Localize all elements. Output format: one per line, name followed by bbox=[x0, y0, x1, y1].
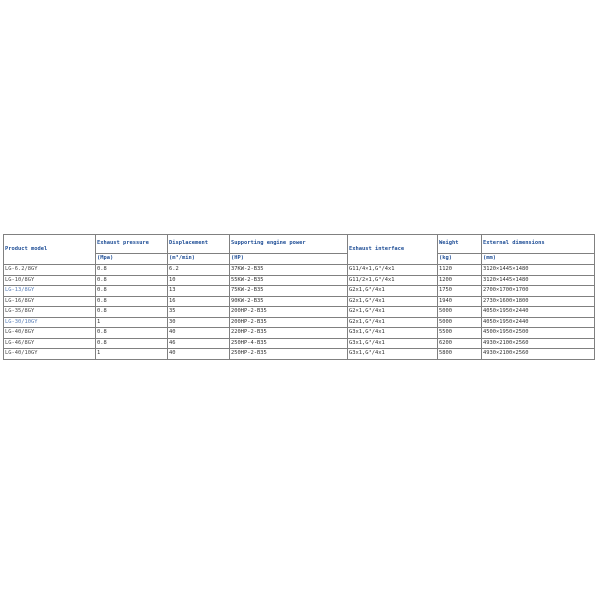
table-row bbox=[4, 275, 595, 286]
cell-dimensions: 4930×2100×2560 bbox=[482, 338, 595, 349]
cell-weight: 1200 bbox=[438, 275, 482, 286]
cell-pressure: 0.8 bbox=[96, 296, 168, 307]
cell-interface: G3x1,G³/4x1 bbox=[348, 328, 438, 339]
cell-displacement: 6.2 bbox=[168, 265, 230, 276]
header-exhaust-pressure: Exhaust pressure bbox=[96, 235, 168, 254]
cell-engine-power: 90KW-2-B35 bbox=[230, 296, 348, 307]
cell-interface: G11/4×1,G³/4x1 bbox=[348, 265, 438, 276]
cell-dimensions: 4500×1950×2500 bbox=[482, 328, 595, 339]
cell-interface: G11/2×1,G³/4x1 bbox=[348, 275, 438, 286]
cell-engine-power: 250HP-2-B35 bbox=[230, 349, 348, 360]
unit-engine-power: (HP) bbox=[230, 254, 348, 265]
cell-displacement: 35 bbox=[168, 307, 230, 318]
cell-dimensions: 4050×1950×2440 bbox=[482, 307, 595, 318]
cell-pressure: 0.8 bbox=[96, 286, 168, 297]
unit-weight: (kg) bbox=[438, 254, 482, 265]
cell-engine-power: 220HP-2-B35 bbox=[230, 328, 348, 339]
cell-dimensions: 3120×1445×1480 bbox=[482, 265, 595, 276]
cell-model: LG-40/8GY bbox=[4, 328, 96, 339]
cell-dimensions: 3120×1445×1480 bbox=[482, 275, 595, 286]
cell-weight: 6200 bbox=[438, 338, 482, 349]
cell-weight: 5500 bbox=[438, 328, 482, 339]
header-weight: Weight bbox=[438, 235, 482, 254]
cell-model: LG-46/8GY bbox=[4, 338, 96, 349]
unit-pressure: (Mpa) bbox=[96, 254, 168, 265]
cell-weight: 1940 bbox=[438, 296, 482, 307]
cell-dimensions: 4930×2100×2560 bbox=[482, 349, 595, 360]
cell-model: LG-16/8GY bbox=[4, 296, 96, 307]
cell-pressure: 1 bbox=[96, 317, 168, 328]
cell-interface: G2x1,G³/4x1 bbox=[348, 286, 438, 297]
cell-interface: G3x1,G³/4x1 bbox=[348, 338, 438, 349]
cell-interface: G2x1,G³/4x1 bbox=[348, 296, 438, 307]
unit-displacement: (m³/min) bbox=[168, 254, 230, 265]
cell-model: LG-10/8GY bbox=[4, 275, 96, 286]
cell-displacement: 40 bbox=[168, 328, 230, 339]
cell-dimensions: 4050×1950×2440 bbox=[482, 317, 595, 328]
cell-dimensions: 2700×1700×1700 bbox=[482, 286, 595, 297]
cell-engine-power: 55KW-2-B35 bbox=[230, 275, 348, 286]
header-product-model: Product model bbox=[4, 235, 96, 265]
header-displacement: Displacement bbox=[168, 235, 230, 254]
table-row bbox=[4, 349, 595, 360]
cell-pressure: 0.8 bbox=[96, 275, 168, 286]
table-body bbox=[4, 265, 595, 360]
cell-model: LG-40/10GY bbox=[4, 349, 96, 360]
cell-displacement: 10 bbox=[168, 275, 230, 286]
table-row bbox=[4, 286, 595, 297]
header-external-dimensions: External dimensions bbox=[482, 235, 595, 254]
cell-displacement: 46 bbox=[168, 338, 230, 349]
cell-weight: 5800 bbox=[438, 349, 482, 360]
table-row bbox=[4, 265, 595, 276]
cell-pressure: 0.8 bbox=[96, 328, 168, 339]
cell-interface: G2×1,G³/4x1 bbox=[348, 307, 438, 318]
table-row bbox=[4, 317, 595, 328]
cell-weight: 5000 bbox=[438, 317, 482, 328]
table-row bbox=[4, 338, 595, 349]
unit-dimensions: (mm) bbox=[482, 254, 595, 265]
cell-model: LG-6.2/8GY bbox=[4, 265, 96, 276]
cell-weight: 5000 bbox=[438, 307, 482, 318]
cell-pressure: 0.8 bbox=[96, 265, 168, 276]
cell-pressure: 0.8 bbox=[96, 307, 168, 318]
cell-pressure: 0.8 bbox=[96, 338, 168, 349]
table-row bbox=[4, 328, 595, 339]
cell-interface: G2x1,G³/4x1 bbox=[348, 317, 438, 328]
cell-engine-power: 200HP-2-B35 bbox=[230, 307, 348, 318]
cell-model: LG-30/10GY bbox=[4, 317, 96, 328]
cell-interface: G3x1,G³/4x1 bbox=[348, 349, 438, 360]
table-row bbox=[4, 296, 595, 307]
cell-pressure: 1 bbox=[96, 349, 168, 360]
cell-model: LG-35/8GY bbox=[4, 307, 96, 318]
cell-displacement: 40 bbox=[168, 349, 230, 360]
cell-displacement: 30 bbox=[168, 317, 230, 328]
cell-engine-power: 75KW-2-B35 bbox=[230, 286, 348, 297]
cell-model: LG-13/8GY bbox=[4, 286, 96, 297]
header-engine-power: Supporting engine power bbox=[230, 235, 348, 254]
header-row bbox=[4, 235, 595, 254]
cell-displacement: 16 bbox=[168, 296, 230, 307]
cell-dimensions: 2730×1600×1800 bbox=[482, 296, 595, 307]
table-row bbox=[4, 307, 595, 318]
cell-engine-power: 37KW-2-B35 bbox=[230, 265, 348, 276]
cell-engine-power: 250HP-4-B35 bbox=[230, 338, 348, 349]
header-exhaust-interface: Exhaust interface bbox=[348, 235, 438, 265]
spec-table bbox=[3, 234, 595, 360]
cell-displacement: 13 bbox=[168, 286, 230, 297]
cell-engine-power: 200HP-2-B35 bbox=[230, 317, 348, 328]
cell-weight: 1750 bbox=[438, 286, 482, 297]
cell-weight: 1120 bbox=[438, 265, 482, 276]
